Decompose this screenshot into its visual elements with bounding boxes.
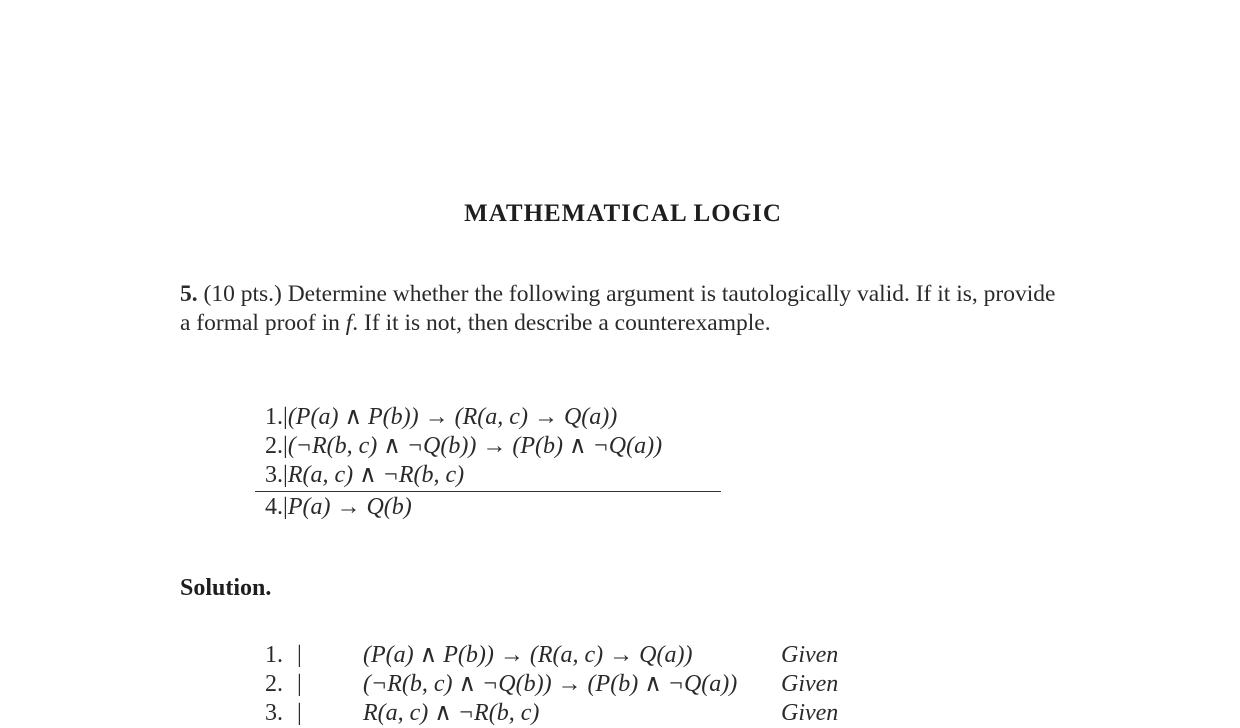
problem-statement [180, 280, 1070, 338]
subproof-bar: | [297, 671, 302, 697]
solution-heading: Solution. [180, 575, 272, 601]
premise-label: 3.| [265, 462, 288, 488]
proof-step [265, 641, 865, 670]
subproof-bar: | [297, 642, 302, 668]
fitch-bar [255, 491, 721, 492]
proof-step [265, 699, 865, 728]
problem-number: 5. [180, 281, 198, 307]
problem-text-part1: Determine whether the following argument is tautologically valid. If it is, provide a formal proof in [180, 281, 1056, 336]
premise-line [255, 432, 721, 461]
argument-block [255, 403, 721, 522]
problem-text-part2: . If it is not, then describe a counterexample. [352, 310, 771, 336]
step-formula: (¬R(b, c) ∧ ¬Q(b)) → (P(b) ∧ ¬Q(a)) [363, 671, 738, 697]
proof-block [265, 641, 865, 728]
problem-points: (10 pts.) [203, 281, 282, 307]
proof-step [265, 670, 865, 699]
step-number: 2. [265, 671, 283, 697]
step-justification: Given [781, 642, 839, 668]
proof-system-symbol: f [345, 310, 353, 336]
page-title: MATHEMATICAL LOGIC [464, 200, 782, 227]
step-justification: Given [781, 671, 839, 697]
step-formula: R(a, c) ∧ ¬R(b, c) [363, 700, 540, 726]
premise-label: 1.| [265, 404, 288, 430]
conclusion-formula: P(a) → Q(b) [287, 494, 412, 520]
premise-formula: (¬R(b, c) ∧ ¬Q(b)) → (P(b) ∧ ¬Q(a)) [287, 433, 663, 459]
premise-formula: (P(a) ∧ P(b)) → (R(a, c) → Q(a)) [287, 404, 618, 430]
subproof-bar: | [297, 700, 302, 726]
premise-line [255, 461, 721, 490]
step-number: 3. [265, 700, 283, 726]
premise-formula: R(a, c) ∧ ¬R(b, c) [287, 462, 465, 488]
step-number: 1. [265, 642, 283, 668]
step-justification: Given [781, 700, 839, 726]
premise-label: 2.| [265, 433, 288, 459]
step-formula: (P(a) ∧ P(b)) → (R(a, c) → Q(a)) [363, 642, 693, 668]
conclusion-label: 4.| [265, 494, 288, 520]
conclusion-line [255, 493, 721, 522]
premise-line [255, 403, 721, 432]
